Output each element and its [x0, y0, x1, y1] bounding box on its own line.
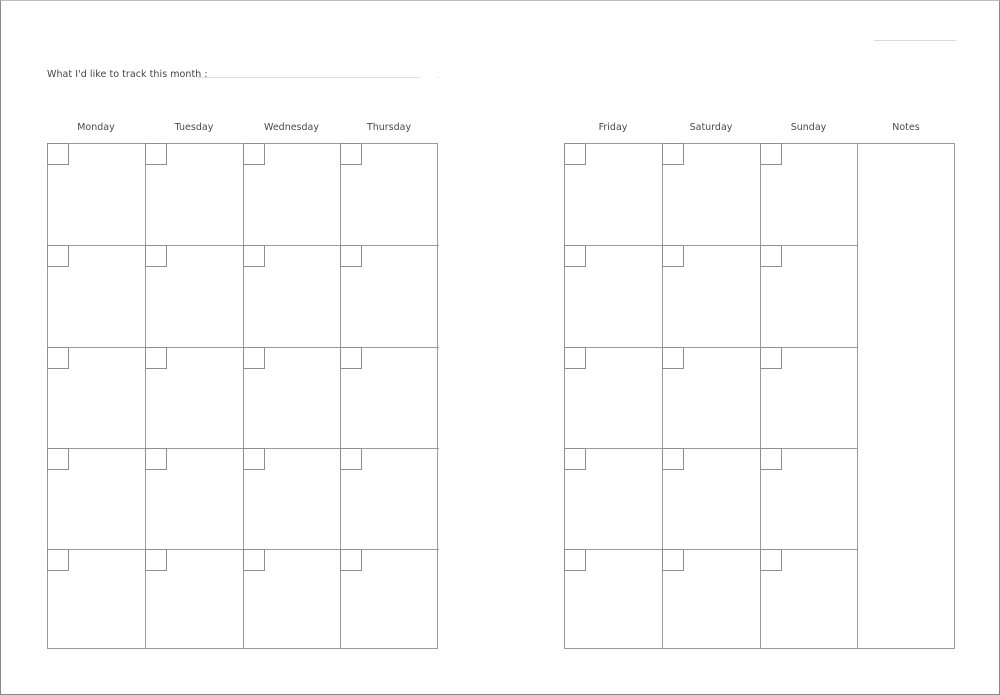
checkbox-wednesday-week-4[interactable] [243, 448, 265, 470]
column-header-monday: Monday [77, 122, 115, 133]
column-header-sunday: Sunday [790, 122, 827, 133]
row-divider [565, 245, 858, 246]
column-header-notes: Notes [892, 122, 920, 133]
checkbox-tuesday-week-3[interactable] [145, 347, 167, 369]
checkbox-thursday-week-4[interactable] [340, 448, 362, 470]
checkbox-friday-week-2[interactable] [564, 245, 586, 267]
checkbox-tuesday-week-4[interactable] [145, 448, 167, 470]
row-divider [565, 448, 858, 449]
checkbox-tuesday-week-1[interactable] [145, 143, 167, 165]
checkbox-wednesday-week-2[interactable] [243, 245, 265, 267]
checkbox-saturday-week-2[interactable] [662, 245, 684, 267]
track-input-line[interactable] [197, 77, 420, 78]
column-header-tuesday: Tuesday [174, 122, 214, 133]
checkbox-wednesday-week-3[interactable] [243, 347, 265, 369]
page-number-line [874, 40, 956, 41]
checkbox-monday-week-1[interactable] [47, 143, 69, 165]
row-divider [565, 347, 858, 348]
checkbox-saturday-week-1[interactable] [662, 143, 684, 165]
checkbox-thursday-week-1[interactable] [340, 143, 362, 165]
checkbox-sunday-week-3[interactable] [760, 347, 782, 369]
checkbox-friday-week-3[interactable] [564, 347, 586, 369]
checkbox-tuesday-week-5[interactable] [145, 549, 167, 571]
track-line-end-dot [438, 77, 439, 78]
checkbox-sunday-week-4[interactable] [760, 448, 782, 470]
column-divider [145, 144, 146, 648]
checkbox-saturday-week-3[interactable] [662, 347, 684, 369]
checkbox-monday-week-2[interactable] [47, 245, 69, 267]
checkbox-wednesday-week-1[interactable] [243, 143, 265, 165]
column-divider [243, 144, 244, 648]
checkbox-friday-week-4[interactable] [564, 448, 586, 470]
column-divider [662, 144, 663, 648]
checkbox-thursday-week-2[interactable] [340, 245, 362, 267]
checkbox-saturday-week-4[interactable] [662, 448, 684, 470]
column-header-saturday: Saturday [689, 122, 733, 133]
column-header-thursday: Thursday [366, 122, 412, 133]
column-header-wednesday: Wednesday [263, 122, 319, 133]
checkbox-wednesday-week-5[interactable] [243, 549, 265, 571]
checkbox-friday-week-5[interactable] [564, 549, 586, 571]
column-divider [760, 144, 761, 648]
column-header-friday: Friday [598, 122, 628, 133]
checkbox-sunday-week-2[interactable] [760, 245, 782, 267]
checkbox-thursday-week-3[interactable] [340, 347, 362, 369]
column-divider [340, 144, 341, 648]
checkbox-saturday-week-5[interactable] [662, 549, 684, 571]
left-calendar-grid [47, 143, 438, 649]
checkbox-tuesday-week-2[interactable] [145, 245, 167, 267]
checkbox-thursday-week-5[interactable] [340, 549, 362, 571]
row-divider [565, 549, 858, 550]
right-calendar-grid [564, 143, 955, 649]
track-prompt-row [47, 67, 208, 81]
track-prompt-label: What I'd like to track this month : [47, 68, 208, 80]
checkbox-sunday-week-1[interactable] [760, 143, 782, 165]
checkbox-monday-week-5[interactable] [47, 549, 69, 571]
checkbox-sunday-week-5[interactable] [760, 549, 782, 571]
checkbox-friday-week-1[interactable] [564, 143, 586, 165]
notes-area[interactable] [858, 144, 954, 648]
checkbox-monday-week-4[interactable] [47, 448, 69, 470]
checkbox-monday-week-3[interactable] [47, 347, 69, 369]
